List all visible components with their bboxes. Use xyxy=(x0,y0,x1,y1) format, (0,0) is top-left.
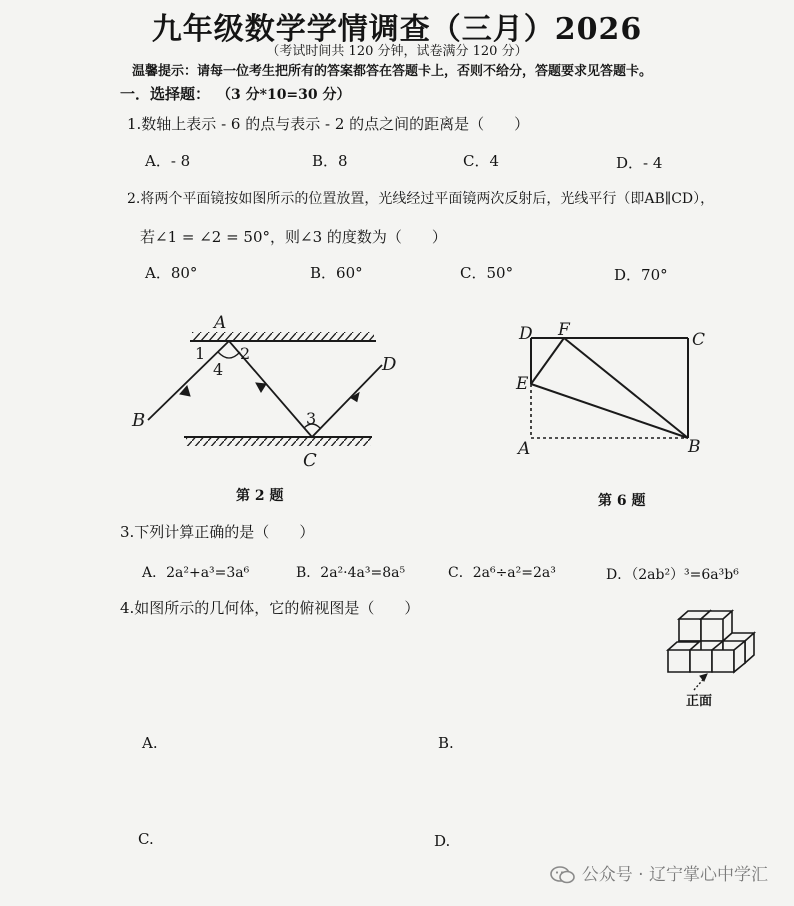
question-2-stem: 2.将两个平面镜按如图所示的位置放置，光线经过平面镜两次反射后，光线平行（即AB∥CD）， xyxy=(127,191,715,207)
q4-option-b: B. xyxy=(438,734,454,752)
q2-option-a: A．80° xyxy=(145,264,198,282)
label-c6: C xyxy=(692,330,706,350)
q4-option-d: D. xyxy=(434,832,451,850)
label-a: A xyxy=(214,313,227,333)
question-2-stem-line2: 若∠1 = ∠2 = 50°，则∠3 的度数为（ ） xyxy=(140,228,447,246)
label-3: 3 xyxy=(306,409,317,428)
label-1: 1 xyxy=(195,344,206,363)
section-title: 一．选择题： xyxy=(120,85,211,103)
question-1-stem: 1.数轴上表示 - 6 的点与表示 - 2 的点之间的距离是（ ） xyxy=(127,115,530,133)
q4-option-c: C. xyxy=(138,830,154,848)
q2-option-d: D．70° xyxy=(614,266,668,284)
label-e6: E xyxy=(516,374,529,394)
q1-option-a: A．- 8 xyxy=(145,152,191,170)
figure-2-caption: 第 2 题 xyxy=(236,488,284,504)
wechat-icon xyxy=(550,865,576,885)
section-points: （3 分*10=30 分） xyxy=(224,87,351,103)
q4-option-a: A. xyxy=(142,734,158,752)
q1-option-d: D．- 4 xyxy=(616,154,663,172)
page-title: 九年级数学学情调查（三月）2026 xyxy=(151,12,643,47)
watermark-text: 公众号 · 辽宁掌心中学汇 xyxy=(581,865,768,885)
label-d: D xyxy=(382,354,397,375)
figure-6-caption: 第 6 题 xyxy=(598,493,646,509)
q3-option-b: B．2a²·4a³=8a⁵ xyxy=(296,565,406,581)
label-a6: A xyxy=(518,439,531,459)
q3-option-a: A．2a²+a³=3a⁶ xyxy=(142,565,250,581)
q1-option-b: B．8 xyxy=(312,152,348,170)
q2-option-c: C．50° xyxy=(460,264,514,282)
q3-option-c: C．2a⁶÷a²=2a³ xyxy=(448,565,556,581)
q2-option-b: B．60° xyxy=(310,264,363,282)
label-c: C xyxy=(303,450,317,471)
label-b: B xyxy=(132,410,146,431)
front-label: 正面 xyxy=(686,694,713,709)
watermark xyxy=(550,860,768,885)
question-4-stem: 4.如图所示的几何体，它的俯视图是（ ） xyxy=(120,599,420,617)
q3-option-d: D．（2ab²）³=6a³b⁶ xyxy=(606,567,739,583)
label-f6: F xyxy=(558,320,570,340)
label-2: 2 xyxy=(240,344,251,363)
label-b6: B xyxy=(688,437,701,457)
label-4: 4 xyxy=(213,360,224,379)
exam-info: （考试时间共 120 分钟，试卷满分 120 分） xyxy=(266,44,528,59)
notice: 温馨提示：请每一位考生把所有的答案都答在答题卡上，否则不给分，答题要求见答题卡。 xyxy=(132,64,653,79)
label-d6: D xyxy=(519,324,533,344)
q1-option-c: C．4 xyxy=(463,152,500,170)
question-3-stem: 3.下列计算正确的是（ ） xyxy=(120,523,315,541)
